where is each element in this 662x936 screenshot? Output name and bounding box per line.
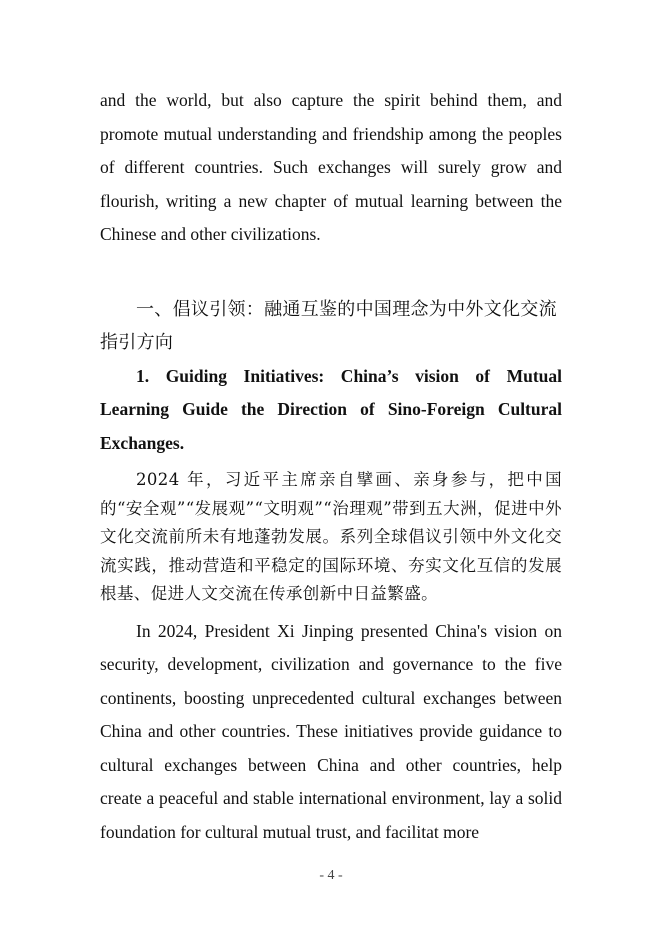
document-body — [100, 84, 562, 849]
continuation-paragraph: and the world, but also capture the spirit behind them, and promote mutual understanding and friendship among the peoples of different countries. Such exchanges will surely grow and flourish, writing a new chapter of mutual learning between the Chinese and other civilizations. — [100, 90, 562, 244]
paragraph-english: In 2024, President Xi Jinping presented China's vision on security, development, civilization and governance to the five continents, boosting unprecedented cultural exchanges between China and other countries. These initiatives provide guidance to cultural exchanges between China and other countries, help create a peaceful and stable international environment, lay a solid foundation for cultural mutual trust, and facilitat more — [100, 620, 562, 842]
section-heading-english: 1. Guiding Initiatives: China’s vision of Mutual Learning Guide the Direction of Sino-Foreign Cultural Exchanges. — [100, 365, 562, 453]
page-number: - 4 - — [319, 868, 343, 883]
paragraph-chinese: 2024 年，习近平主席亲自擘画、亲身参与，把中国的“安全观”“发展观”“文明观”“治理观”带到五大洲，促进中外文化交流前所未有地蓬勃发展。系列全球倡议引领中外文化交流实践，推动营造和平稳定的国际环境、夯实文化互信的发展根基、促进人文交流在传承创新中日益繁盛。 — [100, 470, 562, 603]
section-heading-chinese: 一、倡议引领：融通互鉴的中国理念为中外文化交流指引方向 — [100, 298, 557, 353]
